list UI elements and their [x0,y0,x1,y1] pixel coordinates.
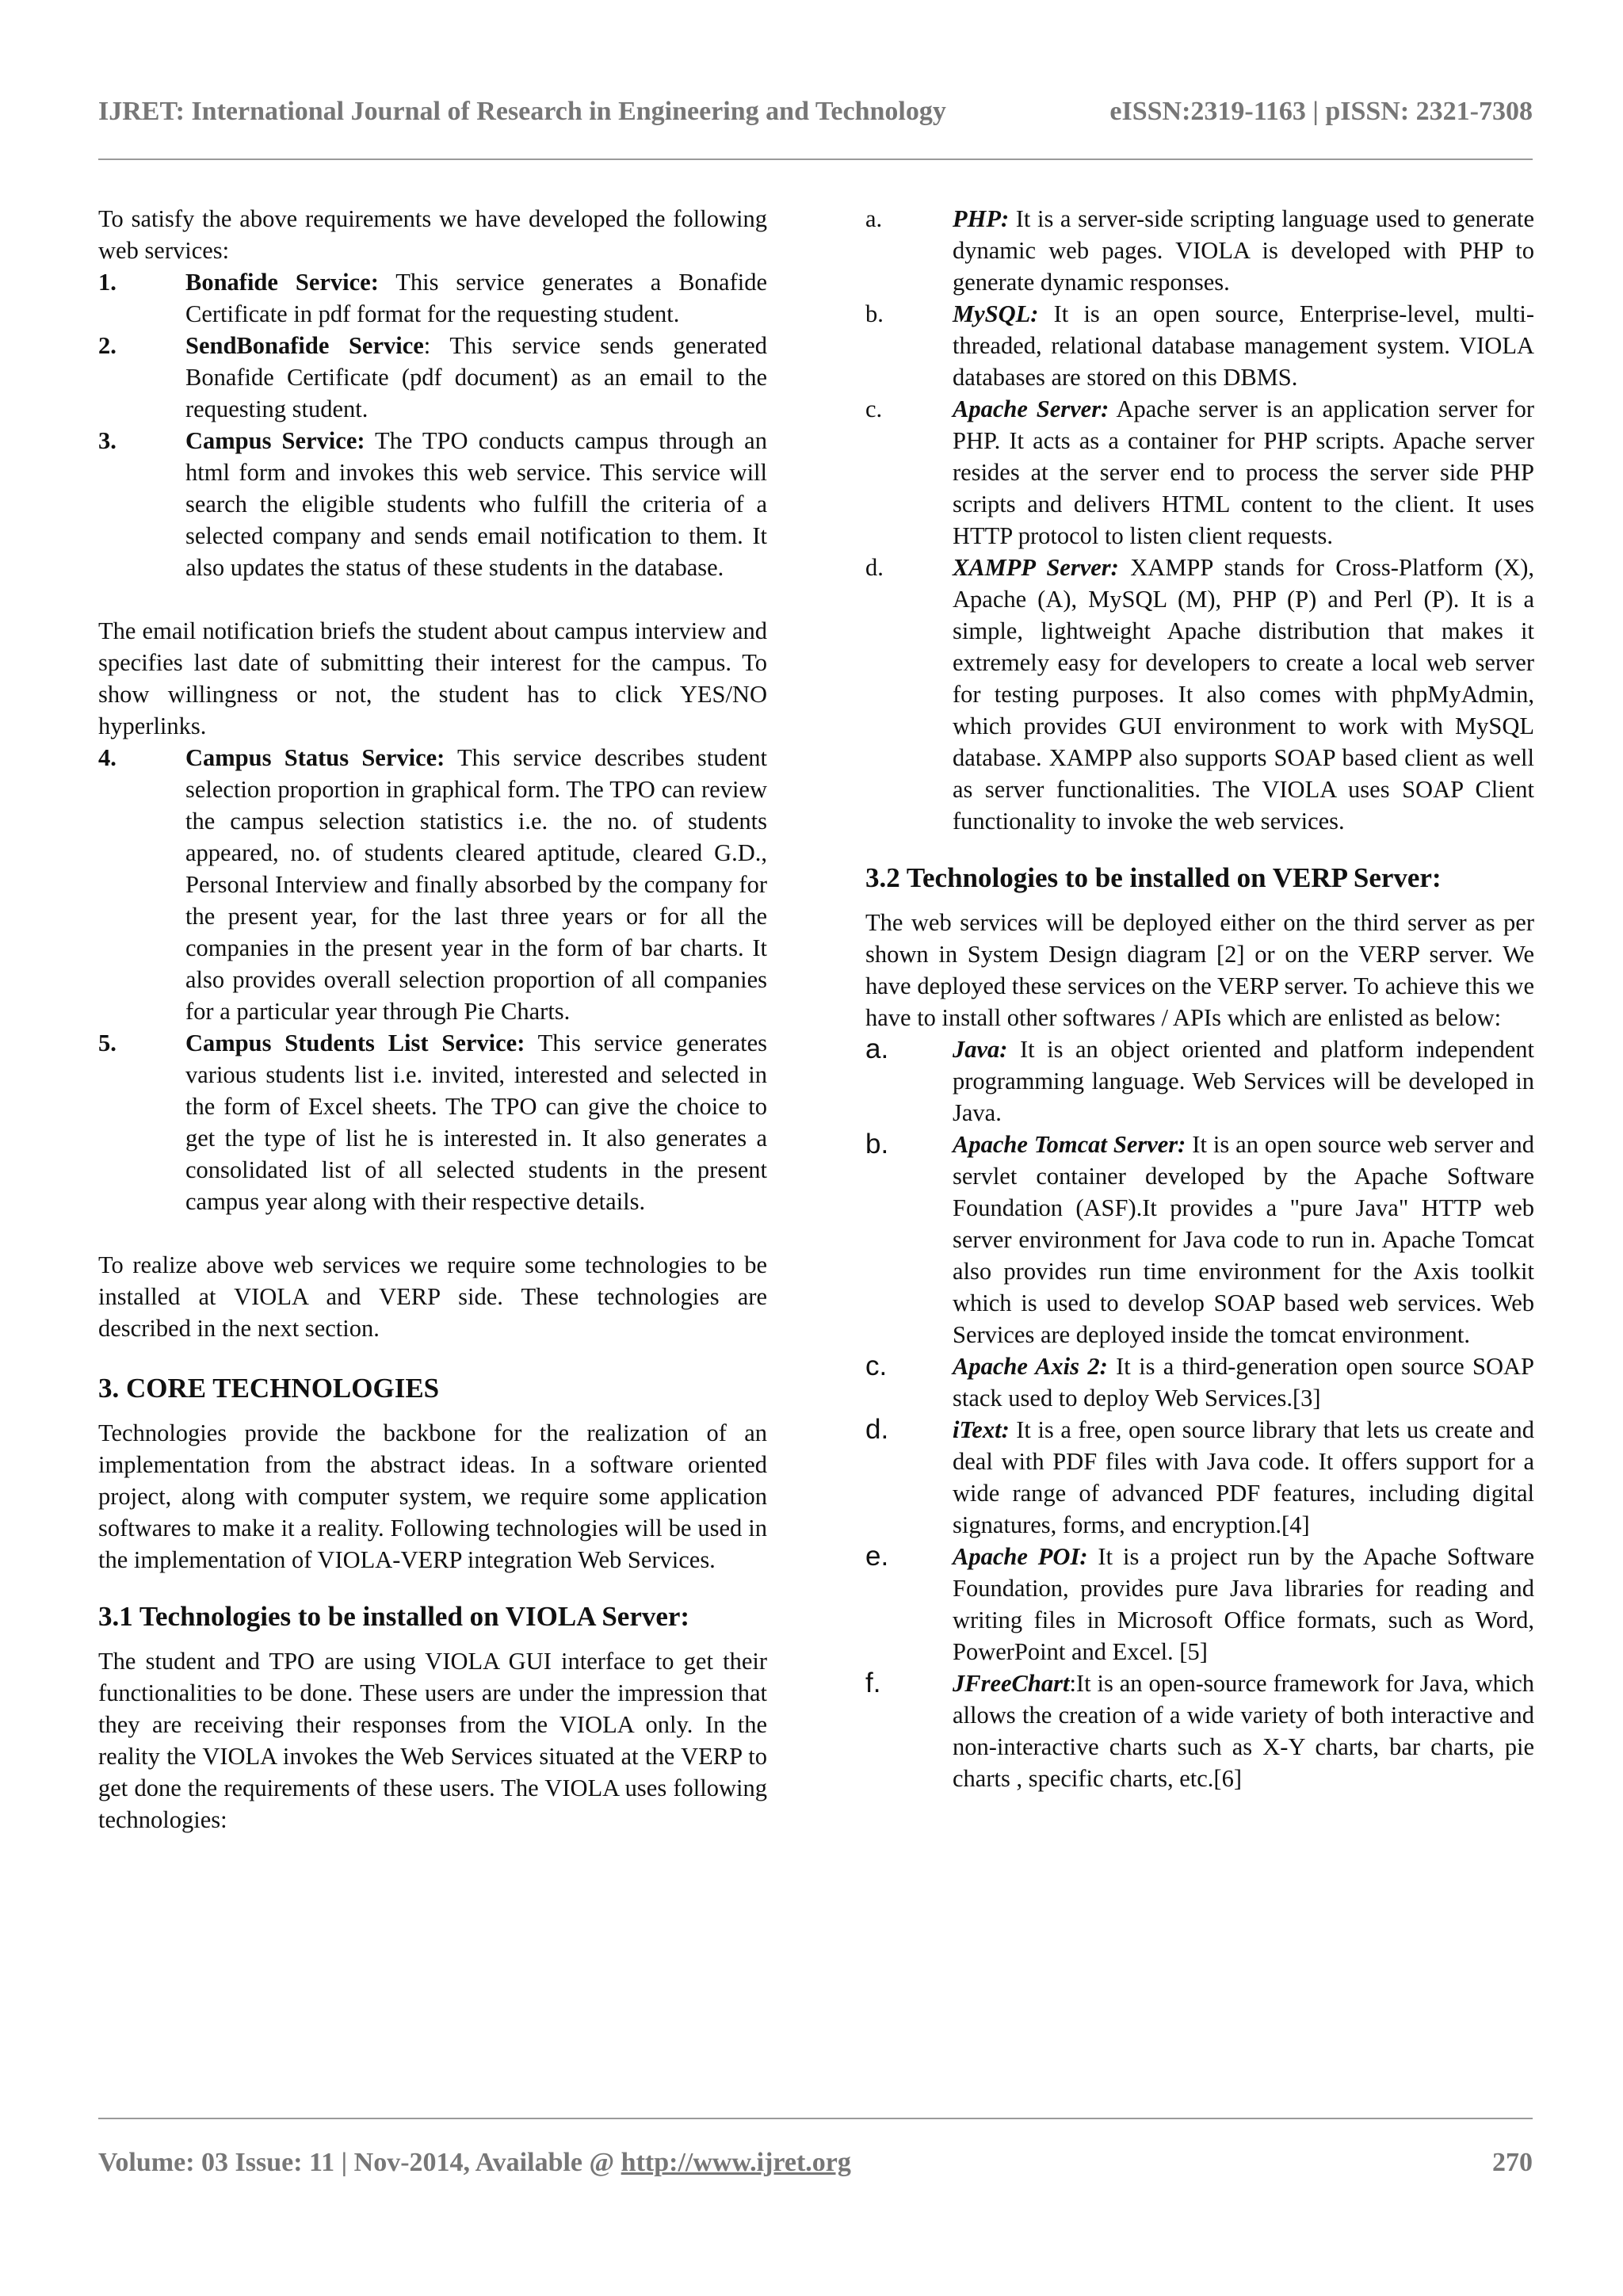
item-term: Campus Service: [185,427,365,454]
item-number: 1. [98,269,116,296]
tech-item-tomcat [865,1129,1534,1350]
item-body [953,1541,1534,1668]
item-term: MySQL: [953,300,1039,327]
item-term: JFreeChart [953,1670,1070,1697]
tech-item-php [865,203,1534,298]
item-term: SendBonafide Service [185,332,424,359]
item-text: It is a server-side scripting language used to generate dynamic web pages. VIOLA is developed with PHP to generate dynamic responses. [953,205,1534,296]
item-term: Bonafide Service: [185,269,379,296]
item-term: PHP: [953,205,1010,232]
item-body [953,1129,1534,1350]
item-text: It is a project run by the Apache Software Foundation, provides pure Java libraries for reading and writing files in Microsoft Office formats, such as Word, PowerPoint and Excel. [5] [953,1543,1534,1665]
item-body [953,552,1534,837]
item-number: 3. [98,427,116,454]
item-text: The TPO conducts campus through an html form and invokes this web service. This service will search the eligible students who fulfill the criteria of a selected company and sends email notification to them. It also updates the status of these students in the database. [185,427,767,581]
services-list-b [98,742,767,1217]
viola-tech-list [865,203,1534,837]
item-term: Apache POI: [953,1543,1088,1570]
volume-text: Volume: 03 Issue: 11 | Nov-2014, Available @ [98,2148,621,2177]
item-text: This service generates a Bonafide Certificate in pdf format for the requesting student. [185,269,767,327]
section-3-heading: 3. CORE TECHNOLOGIES [98,1373,440,1404]
item-term: Campus Status Service: [185,744,445,771]
item-number: 2. [98,332,116,359]
item-text: It is an open source web server and servlet container developed by the Apache Software Foundation (ASF).It provides a "pure Java" HTTP web server environment for Java code to run in. Apache Tomcat also provides run time environment for the Axis toolkit which is used to develop SOAP based web services. Web Services are deployed inside the tomcat environment. [953,1131,1535,1348]
item-text: XAMPP stands for Cross-Platform (X), Apache (A), MySQL (M), PHP (P) and Perl (P). It is a simple, lightweight Apache distribution that makes it extremely easy for developers to create a local web server for testing purposes. It also comes with phpMyAdmin, which provides GUI environment to work with MySQL database. XAMPP also supports SOAP based client as well as server functionalities. The VIOLA uses SOAP Client functionality to invoke the web services. [953,554,1535,835]
item-text: : This service sends generated Bonafide Certificate (pdf document) as an email to the requesting student. [185,332,767,422]
running-footer [98,2148,1533,2178]
item-term: XAMPP Server: [953,554,1119,581]
item-letter: c. [865,395,883,422]
tech-item-itext [865,1414,1534,1541]
item-text: It is a third-generation open source SOAP stack used to deploy Web Services.[3] [953,1353,1535,1412]
service-item-2 [98,330,767,425]
item-body [185,266,767,330]
item-body [953,1668,1534,1794]
page-number: 270 [1492,2148,1533,2177]
header-rule [98,159,1533,160]
item-term: Apache Tomcat Server: [953,1131,1186,1158]
journal-link[interactable]: http://www.ijret.org [621,2148,851,2177]
left-column [98,203,767,1836]
item-body [185,1027,767,1217]
tech-item-java [865,1033,1534,1129]
item-letter: b. [865,300,884,327]
service-item-4 [98,742,767,1027]
right-column [865,203,1534,1794]
item-body [953,1414,1534,1541]
tech-item-mysql [865,298,1534,393]
item-text: It is an open source, Enterprise-level, multi-threaded, relational database management system. VIOLA databases are stored on this DBMS. [953,300,1534,391]
section-3-paragraph: Technologies provide the backbone for the realization of an implementation from the abstract ideas. In a software oriented project, along with computer system, we require some application softwares to make it a reality. Following technologies will be used in the implementation of VIOLA-VERP integration Web Services. [98,1419,767,1573]
item-number: 4. [98,744,116,771]
verp-tech-list [865,1033,1534,1794]
item-text: :It is an open-source framework for Java, which allows the creation of a wide variety of both interactive and non-interactive charts such as X-Y charts, bar charts, pie charts , specific charts, etc.[6] [953,1670,1534,1792]
item-letter: d. [865,1414,889,1445]
journal-name: IJRET: International Journal of Research in Engineering and Technology [98,97,946,126]
item-text: It is a free, open source library that lets us create and deal with PDF files with Java code. It offers support for a wide range of advanced PDF features, including digital signatures, forms, and encryption.[4] [953,1416,1534,1538]
realize-paragraph: To realize above web services we require some technologies to be installed at VIOLA and VERP side. These technologies are described in the next section. [98,1251,767,1342]
item-body [185,742,767,1027]
tech-item-poi [865,1541,1534,1668]
item-term: Apache Server: [953,395,1109,422]
item-number: 5. [98,1030,116,1056]
item-letter: a. [865,1033,889,1064]
intro-paragraph: To satisfy the above requirements we have developed the following web services: [98,205,767,264]
item-letter: d. [865,554,884,581]
item-text: It is an object oriented and platform independent programming language. Web Services will be developed in Java. [953,1036,1534,1126]
item-text: This service generates various students list i.e. invited, interested and selected in the form of Excel sheets. The TPO can give the choice to get the type of list he is interested in. It also generates a consolidated list of all selected students in the present campus year along with their respective details. [185,1030,768,1215]
tech-item-axis2 [865,1350,1534,1414]
item-body [953,1033,1534,1129]
issn: eISSN:2319-1163 | pISSN: 2321-7308 [1109,97,1533,126]
item-term: iText: [953,1416,1010,1443]
item-text: Apache server is an application server for PHP. It acts as a container for PHP scripts. Apache server resides at the server end to process the server side PHP scripts and delivers HTML content to the client. It uses HTTP protocol to listen client requests. [953,395,1534,549]
tech-item-jfreechart [865,1668,1534,1794]
tech-item-apache-server [865,393,1534,552]
item-letter: c. [865,1350,888,1381]
service-item-5 [98,1027,767,1217]
services-list-a [98,266,767,583]
item-text: This service describes student selection proportion in graphical form. The TPO can review the campus selection statistics i.e. the no. of students appeared, no. of students cleared aptitude, cleared G.D., Personal Interview and finally absorbed by the company for the present year, for the last three years or for all the companies in the present year in the form of bar charts. It also provides overall selection proportion of all companies for a particular year through Pie Charts. [185,744,767,1025]
section-3-1-heading: 3.1 Technologies to be installed on VIOLA Server: [98,1601,690,1632]
email-paragraph: The email notification briefs the student about campus interview and specifies last date of submitting their interest for the campus. To show willingness or not, the student has to click YES/NO hyperlinks. [98,617,767,739]
item-body [953,203,1534,298]
item-letter: a. [865,205,883,232]
footer-rule [98,2118,1533,2119]
item-term: Java: [953,1036,1008,1063]
section-3-2-heading: 3.2 Technologies to be installed on VERP Server: [865,862,1442,893]
item-body [953,393,1534,552]
service-item-1 [98,266,767,330]
section-3-2-paragraph: The web services will be deployed either on the third server as per shown in System Design diagram [2] or on the VERP server. We have deployed these services on the VERP server. To achieve this we have to install other softwares / APIs which are enlisted as below: [865,909,1534,1031]
item-body [185,330,767,425]
section-3-1-paragraph: The student and TPO are using VIOLA GUI interface to get their functionalities to be done. These users are under the impression that they are receiving their responses from the VIOLA only. In the reality the VIOLA invokes the Web Services situated at the VERP to get done the requirements of these users. The VIOLA uses following technologies: [98,1648,767,1833]
service-item-3 [98,425,767,583]
volume-info [98,2148,851,2178]
item-term: Campus Students List Service: [185,1030,525,1056]
item-body [953,298,1534,393]
item-letter: e. [865,1541,889,1572]
tech-item-xampp [865,552,1534,837]
item-body [953,1350,1534,1414]
item-letter: b. [865,1129,889,1159]
running-header [98,97,1533,127]
item-body [185,425,767,583]
item-term: Apache Axis 2: [953,1353,1108,1380]
item-letter: f. [865,1668,881,1698]
